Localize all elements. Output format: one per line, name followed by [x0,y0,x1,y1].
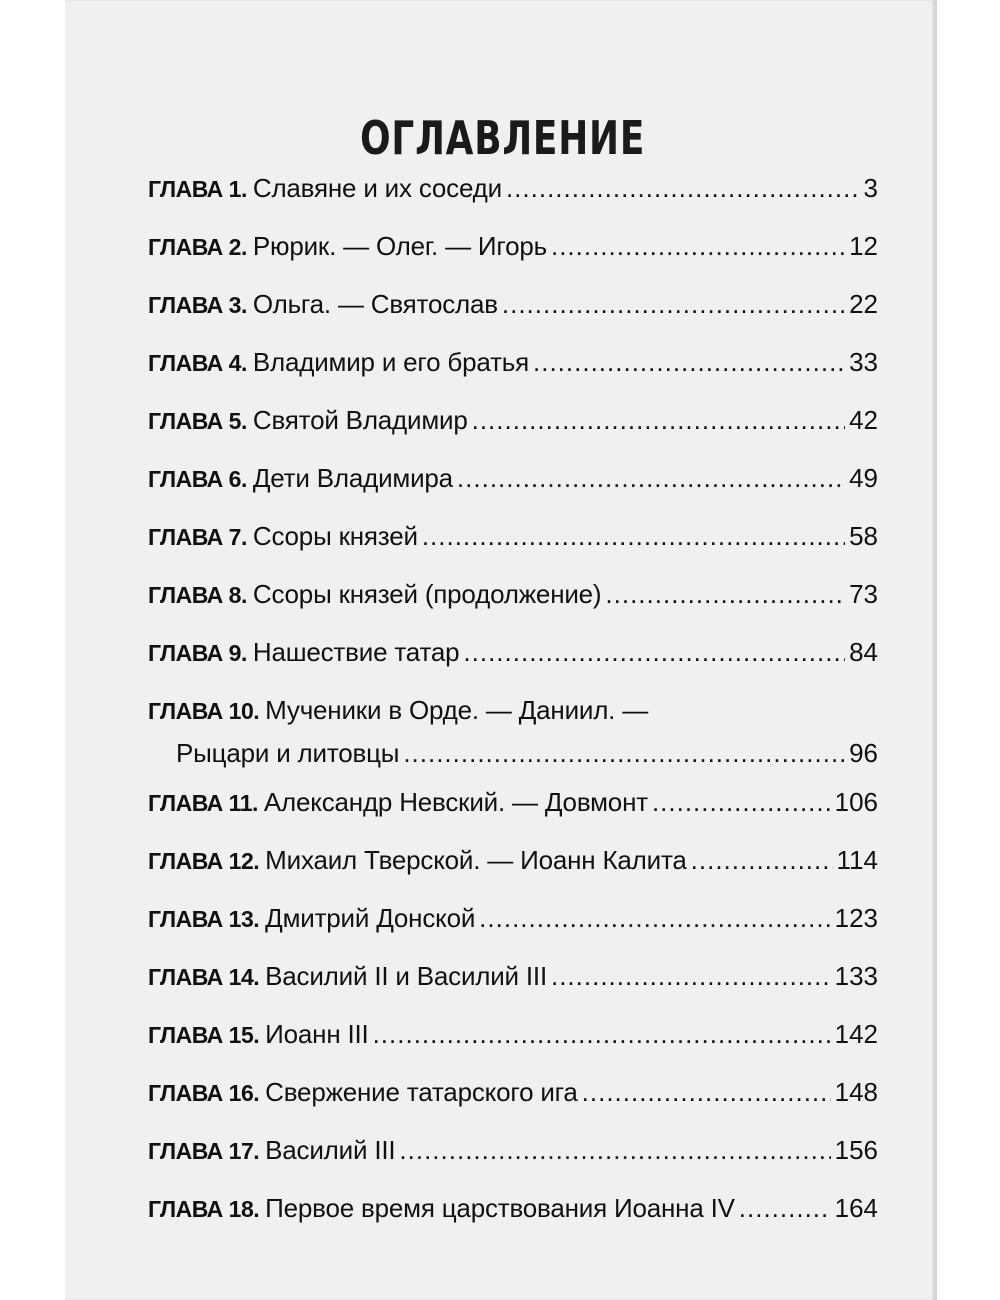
chapter-title: Ссоры князей (продолжение) [252,579,602,609]
chapter-title: Ссоры князей [252,521,418,551]
chapter-title: Дмитрий Донской [265,903,476,933]
toc-entry-9[interactable] [148,636,878,669]
dot-leader [551,960,831,992]
dot-leader [399,1134,830,1166]
dot-leader [506,172,860,204]
page-number: 156 [834,1135,878,1165]
toc-entry-12[interactable] [148,844,878,877]
toc-entry-17[interactable] [148,1134,878,1167]
page-number: 148 [834,1077,878,1107]
dot-leader [422,520,845,552]
chapter-label: ГЛАВА 9. [148,640,247,666]
chapter-label: ГЛАВА 8. [148,582,247,608]
chapter-title: Ольга. — Святослав [252,289,498,319]
chapter-title: Иоанн III [265,1019,369,1049]
page-number: 142 [834,1019,878,1049]
dot-leader [457,462,845,494]
chapter-label: ГЛАВА 5. [148,408,247,434]
chapter-title: Свержение татарского ига [265,1077,578,1107]
chapter-title: Александр Невский. — Довмонт [263,787,648,817]
dot-leader [605,578,845,610]
dot-leader [479,902,830,934]
chapter-label: ГЛАВА 7. [148,524,247,550]
chapter-title: Дети Владимира [252,463,453,493]
page-number: 123 [834,903,878,933]
toc-entry-8[interactable] [148,578,878,611]
dot-leader [403,737,845,769]
chapter-title: Святой Владимир [252,405,468,435]
chapter-title-continued: Рыцари и литовцы [176,738,400,768]
page-number: 106 [834,787,878,817]
page-number: 33 [849,347,878,377]
page-number: 12 [849,231,878,261]
chapter-label: ГЛАВА 17. [148,1138,260,1164]
chapter-title: Михаил Тверской. — Иоанн Калита [265,845,687,875]
toc-entry-11[interactable] [148,786,878,819]
chapter-title: Нашествие татар [252,637,460,667]
chapter-label: ГЛАВА 14. [148,964,260,990]
page-number: 22 [849,289,878,319]
toc-entry-6[interactable] [148,462,878,495]
chapter-title: Владимир и его братья [252,347,530,377]
dot-leader [373,1018,831,1050]
chapter-label: ГЛАВА 13. [148,906,260,932]
toc-entry-5[interactable] [148,404,878,437]
dot-leader [739,1192,831,1224]
page-number: 73 [849,579,878,609]
page-number: 42 [849,405,878,435]
chapter-label: ГЛАВА 3. [148,292,247,318]
toc-entry-3[interactable] [148,288,878,321]
chapter-title: Василий II и Василий III [265,961,547,991]
toc-entry-13[interactable] [148,902,878,935]
dot-leader [502,288,845,320]
chapter-label: ГЛАВА 6. [148,466,247,492]
page-title: ОГЛАВЛЕНИЕ [360,110,646,165]
dot-leader [463,636,845,668]
chapter-title: Мученики в Орде. — Даниил. — [265,695,649,725]
page-number: 58 [849,521,878,551]
page-number: 133 [834,961,878,991]
page-edge [933,0,937,1300]
chapter-label: ГЛАВА 10. [148,698,260,724]
page-number: 49 [849,463,878,493]
toc-entry-14[interactable] [148,960,878,993]
chapter-label: ГЛАВА 1. [148,176,247,202]
toc-entry-10[interactable] [148,694,878,769]
chapter-title: Славяне и их соседи [252,173,502,203]
dot-leader [533,346,845,378]
chapter-title: Первое время царствования Иоанна IV [265,1193,735,1223]
chapter-label: ГЛАВА 11. [148,790,258,816]
toc-entry-15[interactable] [148,1018,878,1051]
dot-leader [472,404,845,436]
toc-entry-16[interactable] [148,1076,878,1109]
chapter-title: Василий III [265,1135,396,1165]
page-number: 3 [863,173,878,203]
toc-entry-4[interactable] [148,346,878,379]
dot-leader [551,230,845,262]
chapter-label: ГЛАВА 16. [148,1080,260,1106]
chapter-title: Рюрик. — Олег. — Игорь [252,231,547,261]
chapter-label: ГЛАВА 4. [148,350,247,376]
page-number: 114 [836,845,878,875]
chapter-label: ГЛАВА 15. [148,1022,260,1048]
page-number: 96 [849,738,878,768]
toc-entry-18[interactable] [148,1192,878,1225]
toc-entry-7[interactable] [148,520,878,553]
dot-leader [582,1076,831,1108]
page-number: 84 [849,637,878,667]
chapter-label: ГЛАВА 18. [148,1196,260,1222]
dot-leader [652,786,831,818]
toc-entry-2[interactable] [148,230,878,263]
page-number: 164 [834,1193,878,1223]
chapter-label: ГЛАВА 2. [148,234,247,260]
chapter-label: ГЛАВА 12. [148,848,260,874]
dot-leader [691,844,833,876]
toc-entry-1[interactable] [148,172,878,205]
